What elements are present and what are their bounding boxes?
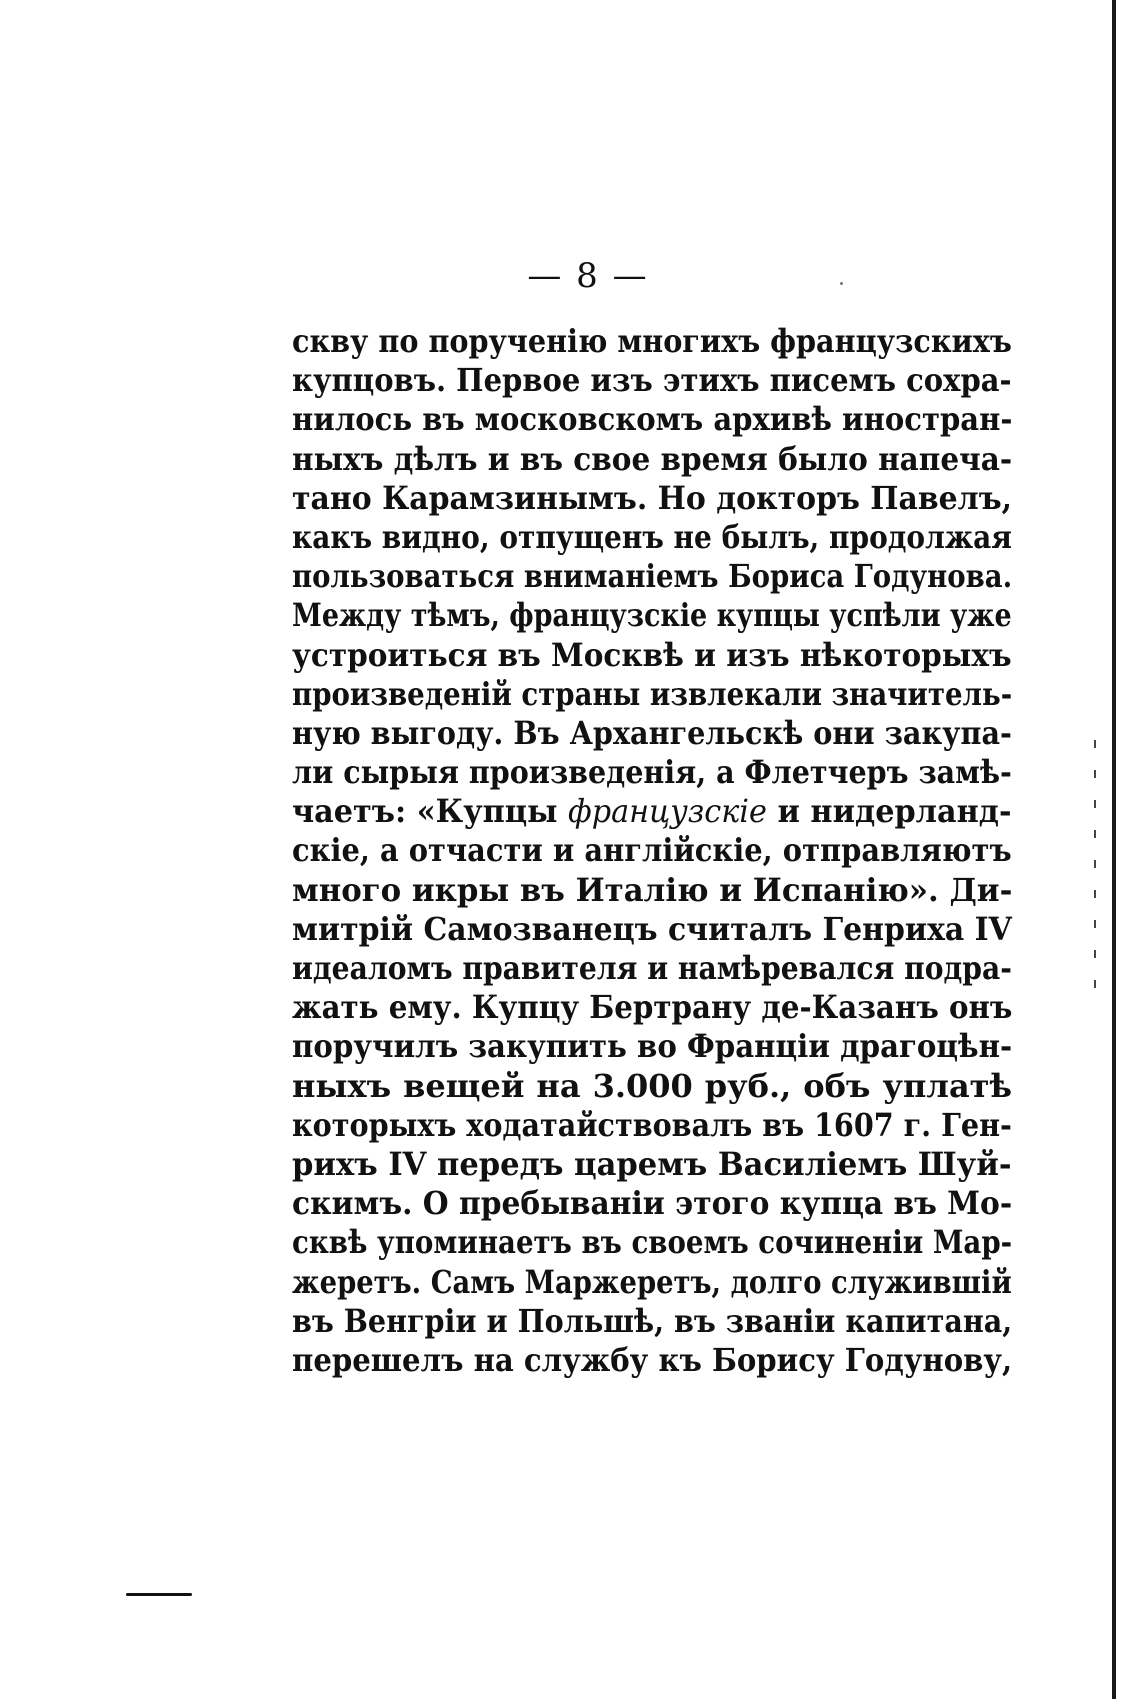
text-line: жеретъ. Самъ Маржеретъ, долго служившій	[292, 1262, 1012, 1301]
text-line: Между тѣмъ, французскіе купцы успѣли уже	[292, 596, 1012, 635]
line-13-before: чаетъ: «Купцы	[292, 792, 568, 831]
body-text	[292, 322, 1012, 1380]
text-line: нилось въ московскомъ архивѣ иностран-	[292, 400, 1013, 439]
page-edge-rule	[1112, 0, 1116, 1699]
margin-dash	[126, 1593, 192, 1596]
text-line: жать ему. Купцу Бертрану де-Казанъ онъ	[292, 988, 1013, 1027]
text-line: рихъ IV передъ царемъ Василіемъ Шуй-	[292, 1144, 1012, 1183]
text-line: сквѣ упоминаетъ въ своемъ сочиненіи Мар-	[292, 1223, 1013, 1262]
line-13-after: и нидерланд-	[766, 792, 1012, 831]
text-line: пользоваться вниманіемъ Бориса Годунова.	[292, 557, 1013, 596]
text-line: произведеній страны извлекали значитель-	[292, 674, 1013, 713]
text-line: поручилъ закупить во Франціи драгоцѣн-	[292, 1027, 1013, 1066]
text-line: купцовъ. Первое изъ этихъ писемъ сохра-	[292, 361, 1012, 400]
text-line: перешелъ на службу къ Борису Годунову,	[292, 1340, 1013, 1379]
text-line: тано Карамзинымъ. Но докторъ Павелъ,	[292, 478, 1013, 517]
page-number: — 8 —	[527, 256, 649, 296]
text-line: которыхъ ходатайствовалъ въ 1607 г. Ген-	[292, 1105, 1012, 1144]
text-line: ныхъ дѣлъ и въ свое время было напеча-	[292, 439, 1013, 478]
text-line: устроиться въ Москвѣ и изъ нѣкоторыхъ	[292, 635, 1012, 674]
text-line: скіе, а отчасти и англійскіе, отправляютъ	[292, 831, 1012, 870]
text-line: ную выгоду. Въ Архангельскѣ они закупа-	[292, 713, 1012, 752]
text-line: въ Венгріи и Польшѣ, въ званіи капитана,	[292, 1301, 1013, 1340]
text-line: ныхъ вещей на 3.000 руб., объ уплатѣ	[292, 1066, 1012, 1105]
text-line: ли сырыя произведенія, а Флетчеръ замѣ-	[292, 753, 1012, 792]
text-line: много икры въ Италію и Испанію». Ди-	[292, 870, 1013, 909]
text-line: идеаломъ правителя и намѣревался подра-	[292, 949, 1012, 987]
text-line: какъ видно, отпущенъ не былъ, продолжая	[292, 517, 1012, 556]
print-speck	[840, 282, 843, 285]
text-line-with-italic	[292, 792, 1012, 831]
italic-word: французскіе	[567, 792, 767, 831]
page-edge-marks	[1094, 740, 1096, 990]
text-line: скимъ. О пребываніи этого купца въ Мо-	[292, 1184, 1013, 1223]
text-line: митрій Самозванецъ считалъ Генриха IV	[292, 909, 1012, 948]
text-line: скву по порученію многихъ французскихъ	[292, 322, 1012, 360]
